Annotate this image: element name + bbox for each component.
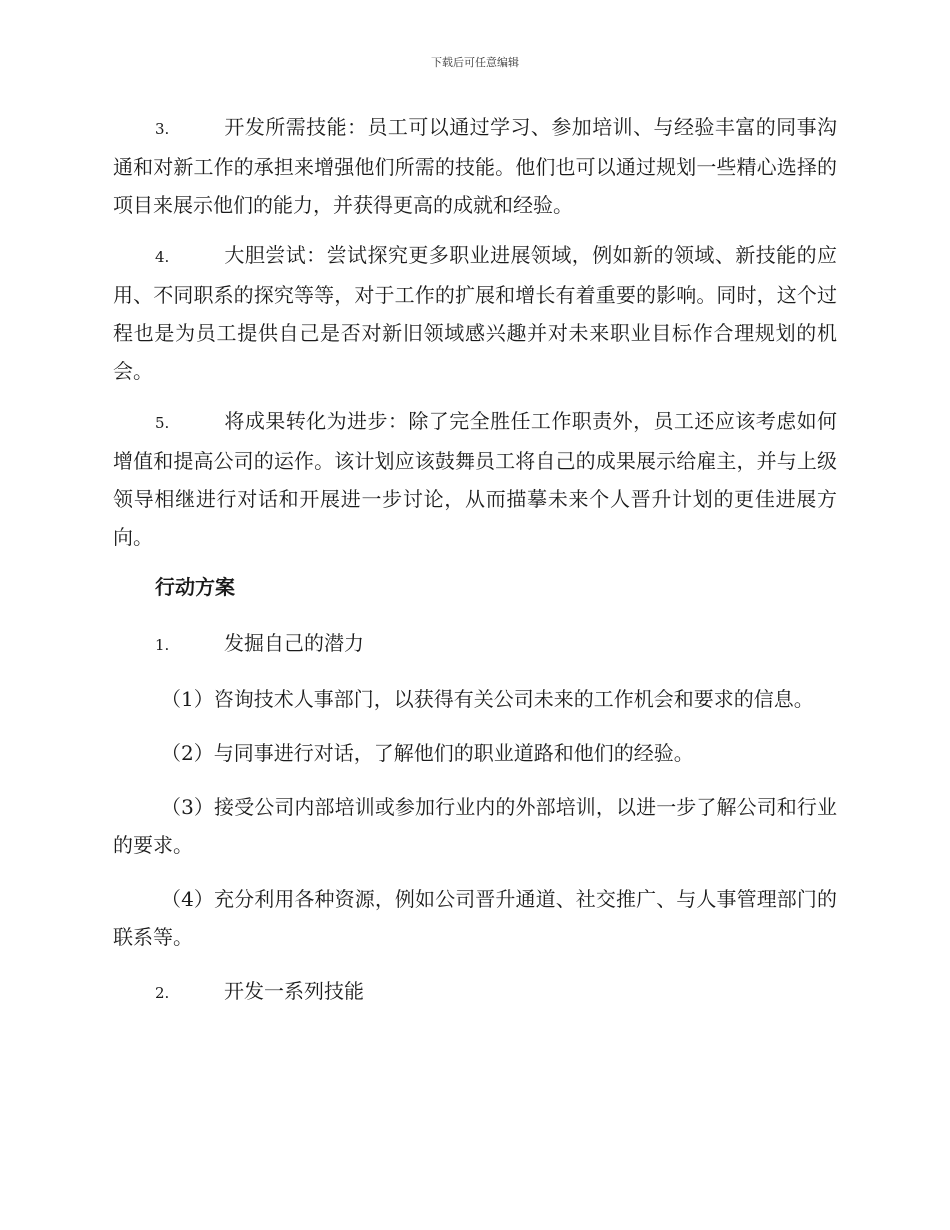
document-body [113, 108, 837, 1028]
item-number: 3. [155, 120, 170, 138]
sub-item-1: （1）咨询技术人事部门，以获得有关公司未来的工作机会和要求的信息。 [161, 687, 814, 711]
item-text: 发掘自己的潜力 [224, 631, 364, 655]
paragraph-item-5 [113, 402, 837, 556]
item-number: 2. [155, 984, 170, 1002]
item-text: 开发所需技能：员工可以通过学习、参加培训、与经验丰富的同事沟通和对新工作的承担来增强他们所需的技能。他们也可以通过规划一些精心选择的项目来展示他们的能力，并获得更高的成就和经验。 [113, 115, 837, 217]
sub-item-3: （3）接受公司内部培训或参加行业内的外部培训，以进一步了解公司和行业的要求。 [113, 795, 837, 857]
action-item-1 [113, 624, 837, 664]
paragraph-item-4 [113, 236, 837, 390]
paragraph-item-3 [113, 108, 837, 224]
item-text: 大胆尝试：尝试探究更多职业进展领域，例如新的领域、新技能的应用、不同职系的探究等等，对于工作的扩展和增长有着重要的影响。同时，这个过程也是为员工提供自己是否对新旧领域感兴趣并对未来职业目标作合理规划的机会。 [113, 243, 837, 383]
sub-item-4: （4）充分利用各种资源，例如公司晋升通道、社交推广、与人事管理部门的联系等。 [113, 887, 837, 949]
action-item-2 [113, 972, 837, 1012]
sub-item-2: （2）与同事进行对话，了解他们的职业道路和他们的经验。 [161, 741, 694, 765]
section-heading: 行动方案 [155, 575, 235, 599]
item-text: 将成果转化为进步：除了完全胜任工作职责外，员工还应该考虑如何增值和提高公司的运作。该计划应该鼓舞员工将自己的成果展示给雇主，并与上级领导相继进行对话和开展进一步讨论，从而描摹未来个人晋升计划的更佳进展方向。 [113, 409, 837, 549]
item-number: 4. [155, 248, 170, 266]
page-header: 下载后可任意编辑 [431, 56, 519, 69]
item-number: 5. [155, 414, 170, 432]
item-number: 1. [155, 636, 170, 654]
item-text: 开发一系列技能 [224, 979, 364, 1003]
